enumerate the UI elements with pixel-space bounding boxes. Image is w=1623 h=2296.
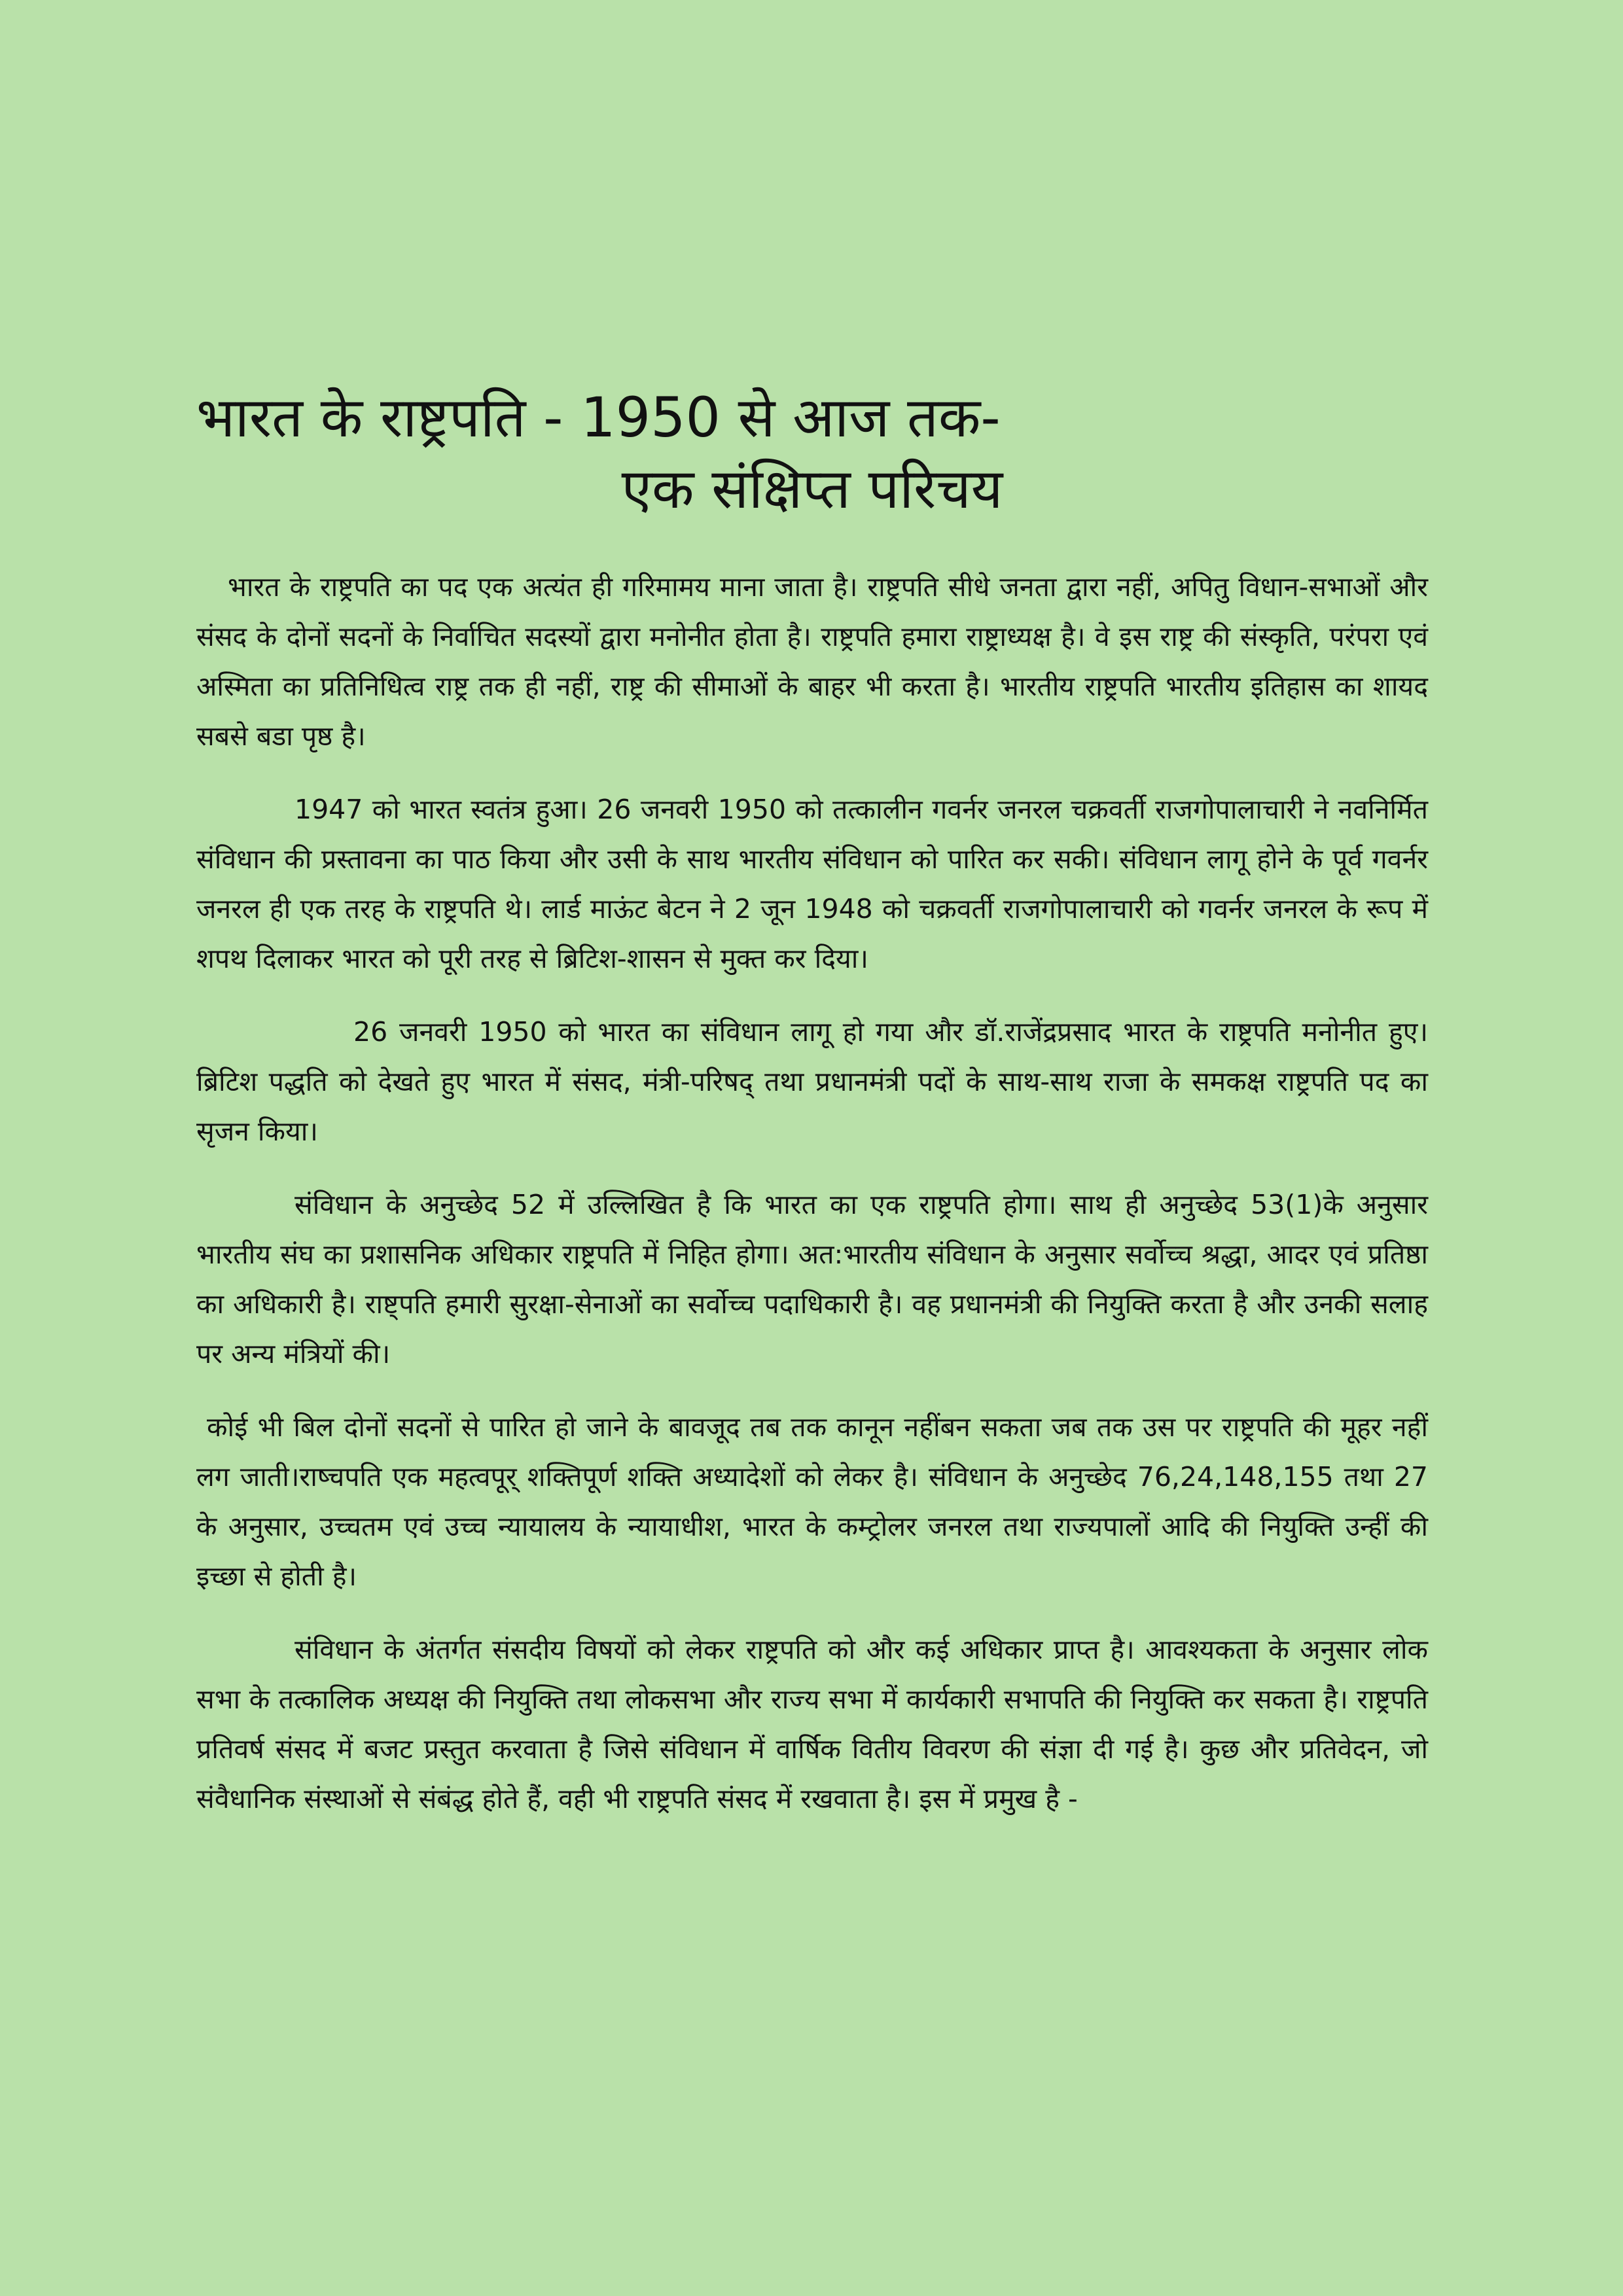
document-page	[196, 386, 1428, 1847]
document-title-line-1: भारत के राष्ट्रपति - 1950 से आज तक-	[196, 385, 1001, 450]
paragraph-3: 26 जनवरी 1950 को भारत का संविधान लागू हो गया और डॉ.राजेंद्रप्रसाद भारत के राष्ट्रपति मनोनीत हुए। ब्रिटिश पद्धति को देखते हुए भारत में संसद, मंत्री-परिषद् तथा प्रधानमंत्री पदों के साथ-साथ राजा के समकक्ष राष्ट्रपति पद का सृजन किया।	[196, 1016, 1428, 1148]
paragraph-5: कोई भी बिल दोनों सदनों से पारित हो जाने के बावजूद तब तक कानून नहींबन सकता जब तक उस पर राष्ट्रपति की मूहर नहीं लग जाती।राष्चपति एक महत्वपूर् शक्तिपूर्ण शक्ति अध्यादेशों को लेकर है। संविधान के अनुच्छेद 76,24,148,155 तथा 27 के अनुसार, उच्चतम एवं उच्च न्यायालय के न्यायाधीश, भारत के कम्ट्रोलर जनरल तथा राज्यपालों आदि की नियुक्ति उन्हीं की इच्छा से होती है।	[196, 1411, 1429, 1593]
paragraph-6: संविधान के अंतर्गत संसदीय विषयों को लेकर राष्ट्रपति को और कई अधिकार प्राप्त है। आवश्यकता के अनुसार लोक सभा के तत्कालिक अध्यक्ष की नियुक्ति तथा लोकसभा और राज्य सभा में कार्यकारी सभापति की नियुक्ति कर सकता है। राष्ट्रपति प्रतिवर्ष संसद में बजट प्रस्तुत करवाता है जिसे संविधान में वार्षिक वितीय विवरण की संज्ञा दी गई है। कुछ और प्रतिवेदन, जो संवैधानिक संस्थाओं से संबंद्ध होते हैं, वही भी राष्ट्रपति संसद में रखवाता है। इस में प्रमुख है -	[196, 1634, 1428, 1815]
document-body	[196, 562, 1428, 1824]
document-title-line-2: एक संक्षिप्त परिचय	[621, 456, 1003, 521]
paragraph-2: 1947 को भारत स्वतंत्र हुआ। 26 जनवरी 1950 को तत्कालीन गवर्नर जनरल चक्रवर्ती राजगोपालाचारी ने नवनिर्मित संविधान की प्रस्तावना का पाठ किया और उसी के साथ भारतीय संविधान को पारित कर सकी। संविधान लागू होने के पूर्व गवर्नर जनरल ही एक तरह के राष्ट्रपति थे। लार्ड माऊंट बेटन ने 2 जून 1948 को चक्रवर्ती राजगोपालाचारी को गवर्नर जनरल के रूप में शपथ दिलाकर भारत को पूरी तरह से ब्रिटिश-शासन से मुक्त कर दिया।	[196, 794, 1428, 975]
paragraph-4: संविधान के अनुच्छेद 52 में उल्लिखित है कि भारत का एक राष्ट्रपति होगा। साथ ही अनुच्छेद 53(1)के अनुसार भारतीय संघ का प्रशासनिक अधिकार राष्ट्रपति में निहित होगा। अत:भारतीय संविधान के अनुसार सर्वोच्च श्रद्धा, आदर एवं प्रतिष्ठा का अधिकारी है। राष्ट्पति हमारी सुरक्षा-सेनाओं का सर्वोच्च पदाधिकारी है। वह प्रधानमंत्री की नियुक्ति करता है और उनकी सलाह पर अन्य मंत्रियों की।	[196, 1189, 1428, 1370]
paragraph-1: भारत के राष्ट्रपति का पद एक अत्यंत ही गरिमामय माना जाता है। राष्ट्रपति सीधे जनता द्वारा नहीं, अपितु विधान-सभाओं और संसद के दोनों सदनों के निर्वाचित सदस्यों द्वारा मनोनीत होता है। राष्ट्रपति हमारा राष्ट्राध्यक्ष है। वे इस राष्ट्र की संस्कृति, परंपरा एवं अस्मिता का प्रतिनिधित्व राष्ट्र तक ही नहीं, राष्ट्र की सीमाओं के बाहर भी करता है। भारतीय राष्ट्रपति भारतीय इतिहास का शायद सबसे बडा पृष्ठ है।	[196, 571, 1428, 752]
